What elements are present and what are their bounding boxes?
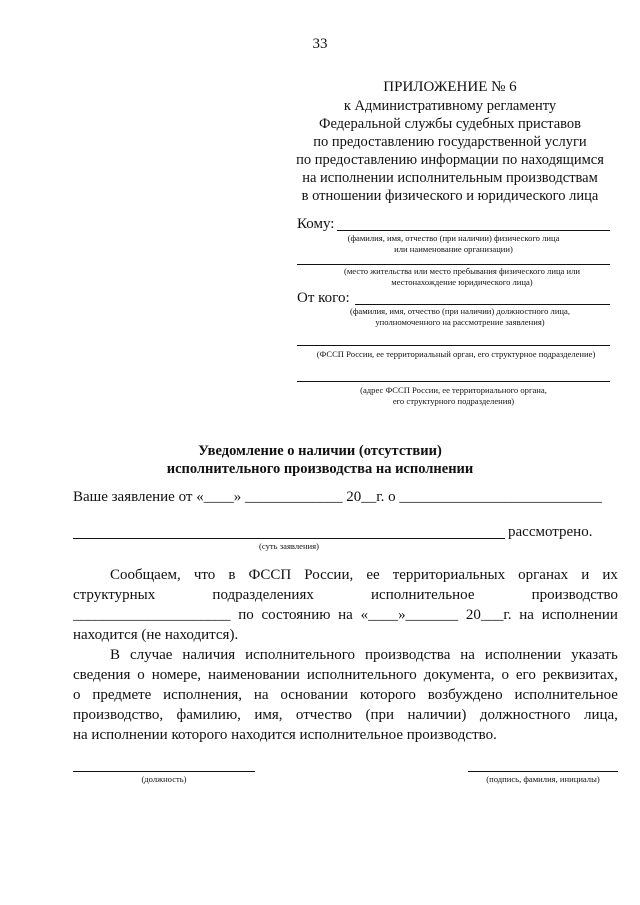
- notice-title: Уведомление о наличии (отсутствии): [198, 443, 442, 459]
- paragraph-1-line-4: находится (не находится).: [73, 627, 239, 643]
- body-word: (при: [365, 707, 395, 723]
- to-hint: (фамилия, имя, отчество (при наличии) физического лица: [347, 233, 560, 243]
- body-word: случае: [129, 647, 173, 663]
- body-word: отчество: [295, 707, 353, 723]
- body-word: «____»_______: [360, 607, 459, 623]
- paragraph-2-line-1: [110, 647, 618, 664]
- body-word: исполнении: [541, 607, 618, 623]
- appendix-line: к Административному регламенту: [343, 98, 557, 114]
- body-word: органах: [518, 567, 569, 583]
- body-word: на: [519, 607, 534, 623]
- from-hint: уполномоченного на рассмотрение заявления): [375, 317, 545, 327]
- body-word: производство: [531, 587, 618, 603]
- notice-title: исполнительного производства на исполнении: [166, 461, 474, 477]
- body-word: ФССП: [248, 567, 292, 583]
- paragraph-1-line-1: [110, 567, 618, 584]
- paragraph-1-line-2: [73, 587, 618, 604]
- body-word: наличия: [182, 647, 236, 663]
- paragraph-2-line-2: [73, 667, 618, 684]
- body-word: на: [253, 687, 269, 703]
- application-essence-line[interactable]: [73, 538, 505, 539]
- body-word: указать: [571, 647, 618, 663]
- body-word: должностного: [479, 707, 571, 723]
- to-field-line[interactable]: [337, 230, 610, 231]
- body-word: и: [581, 567, 590, 583]
- fssp-address-field-line[interactable]: [297, 381, 610, 382]
- body-word: В: [110, 647, 121, 663]
- body-word: производство,: [73, 707, 164, 723]
- signature-field-line[interactable]: [468, 771, 618, 772]
- body-word: сведения: [73, 667, 131, 683]
- body-word: наличии): [407, 707, 467, 723]
- appendix-title: ПРИЛОЖЕНИЕ № 6: [383, 79, 517, 95]
- position-hint: (должность): [141, 774, 187, 784]
- body-word: возбуждено: [427, 687, 503, 703]
- body-word: 20___г.: [465, 607, 512, 623]
- residence-hint: местонахождение юридического лица): [391, 277, 533, 287]
- appendix-line: в отношении физического и юридического лица: [301, 188, 599, 204]
- body-word: Сообщаем,: [110, 567, 181, 583]
- body-word: территориальных: [392, 567, 506, 583]
- body-word: состоянию: [261, 607, 331, 623]
- body-word: их: [602, 567, 618, 583]
- signature-hint: (подпись, фамилия, инициалы): [486, 774, 600, 784]
- body-word: _____________________: [73, 607, 231, 623]
- body-word: о: [73, 687, 81, 703]
- from-field-line[interactable]: [355, 304, 610, 305]
- residence-hint: (место жительства или место пребывания физического лица или: [344, 266, 580, 276]
- body-word: исполнительное: [371, 587, 475, 603]
- application-date-line: Ваше заявление от «____» _____________ 20__г. о ___________________________: [73, 489, 602, 505]
- body-word: по: [238, 607, 254, 623]
- paragraph-2-line-4: [73, 707, 618, 724]
- position-field-line[interactable]: [73, 771, 255, 772]
- fssp-field-line[interactable]: [297, 345, 610, 346]
- body-word: которого: [359, 687, 416, 703]
- body-word: о: [501, 667, 509, 683]
- from-hint: (фамилия, имя, отчество (при наличии) должностного лица,: [350, 306, 570, 316]
- body-word: исполнительного: [245, 647, 356, 663]
- considered-text: рассмотрено.: [508, 524, 593, 540]
- paragraph-2-line-5: на исполнении которого находится исполнительное производство.: [73, 727, 497, 743]
- body-word: реквизитах,: [542, 667, 618, 683]
- body-word: исполнительного: [306, 667, 417, 683]
- body-word: основании: [280, 687, 349, 703]
- body-word: фамилию,: [176, 707, 241, 723]
- fssp-hint: (ФССП России, ее территориальный орган, его структурное подразделение): [316, 349, 596, 359]
- paragraph-2-line-3: [73, 687, 618, 704]
- body-word: на: [338, 607, 353, 623]
- body-word: ее: [366, 567, 380, 583]
- body-word: лица,: [583, 707, 618, 723]
- body-word: подразделениях: [212, 587, 314, 603]
- body-word: о: [137, 667, 145, 683]
- body-word: исполнительное: [514, 687, 618, 703]
- body-word: его: [515, 667, 536, 683]
- fssp-address-hint: его структурного подразделения): [392, 396, 515, 406]
- to-hint: или наименование организации): [394, 244, 513, 254]
- paragraph-1-line-3: [73, 607, 618, 624]
- appendix-line: на исполнении исполнительным производствам: [302, 170, 598, 186]
- residence-field-line[interactable]: [297, 264, 610, 265]
- body-word: наименовании: [207, 667, 300, 683]
- body-word: исполнении: [484, 647, 562, 663]
- body-word: документа,: [423, 667, 495, 683]
- page-number: 33: [312, 36, 328, 52]
- body-word: исполнения,: [163, 687, 243, 703]
- essence-hint: (суть заявления): [259, 541, 319, 551]
- body-word: номере,: [151, 667, 202, 683]
- body-word: структурных: [73, 587, 156, 603]
- from-label: От кого:: [297, 290, 350, 306]
- body-word: в: [228, 567, 236, 583]
- body-word: что: [193, 567, 216, 583]
- body-word: предмете: [92, 687, 152, 703]
- appendix-line: по предоставлению информации по находящимся: [296, 152, 604, 168]
- body-word: на: [460, 647, 475, 663]
- fssp-address-hint: (адрес ФССП России, ее территориального органа,: [360, 385, 547, 395]
- body-word: производства: [364, 647, 451, 663]
- body-word: имя,: [254, 707, 283, 723]
- to-label: Кому:: [297, 216, 335, 232]
- appendix-line: Федеральной службы судебных приставов: [318, 116, 582, 132]
- appendix-line: по предоставлению государственной услуги: [313, 134, 587, 150]
- body-word: России,: [304, 567, 354, 583]
